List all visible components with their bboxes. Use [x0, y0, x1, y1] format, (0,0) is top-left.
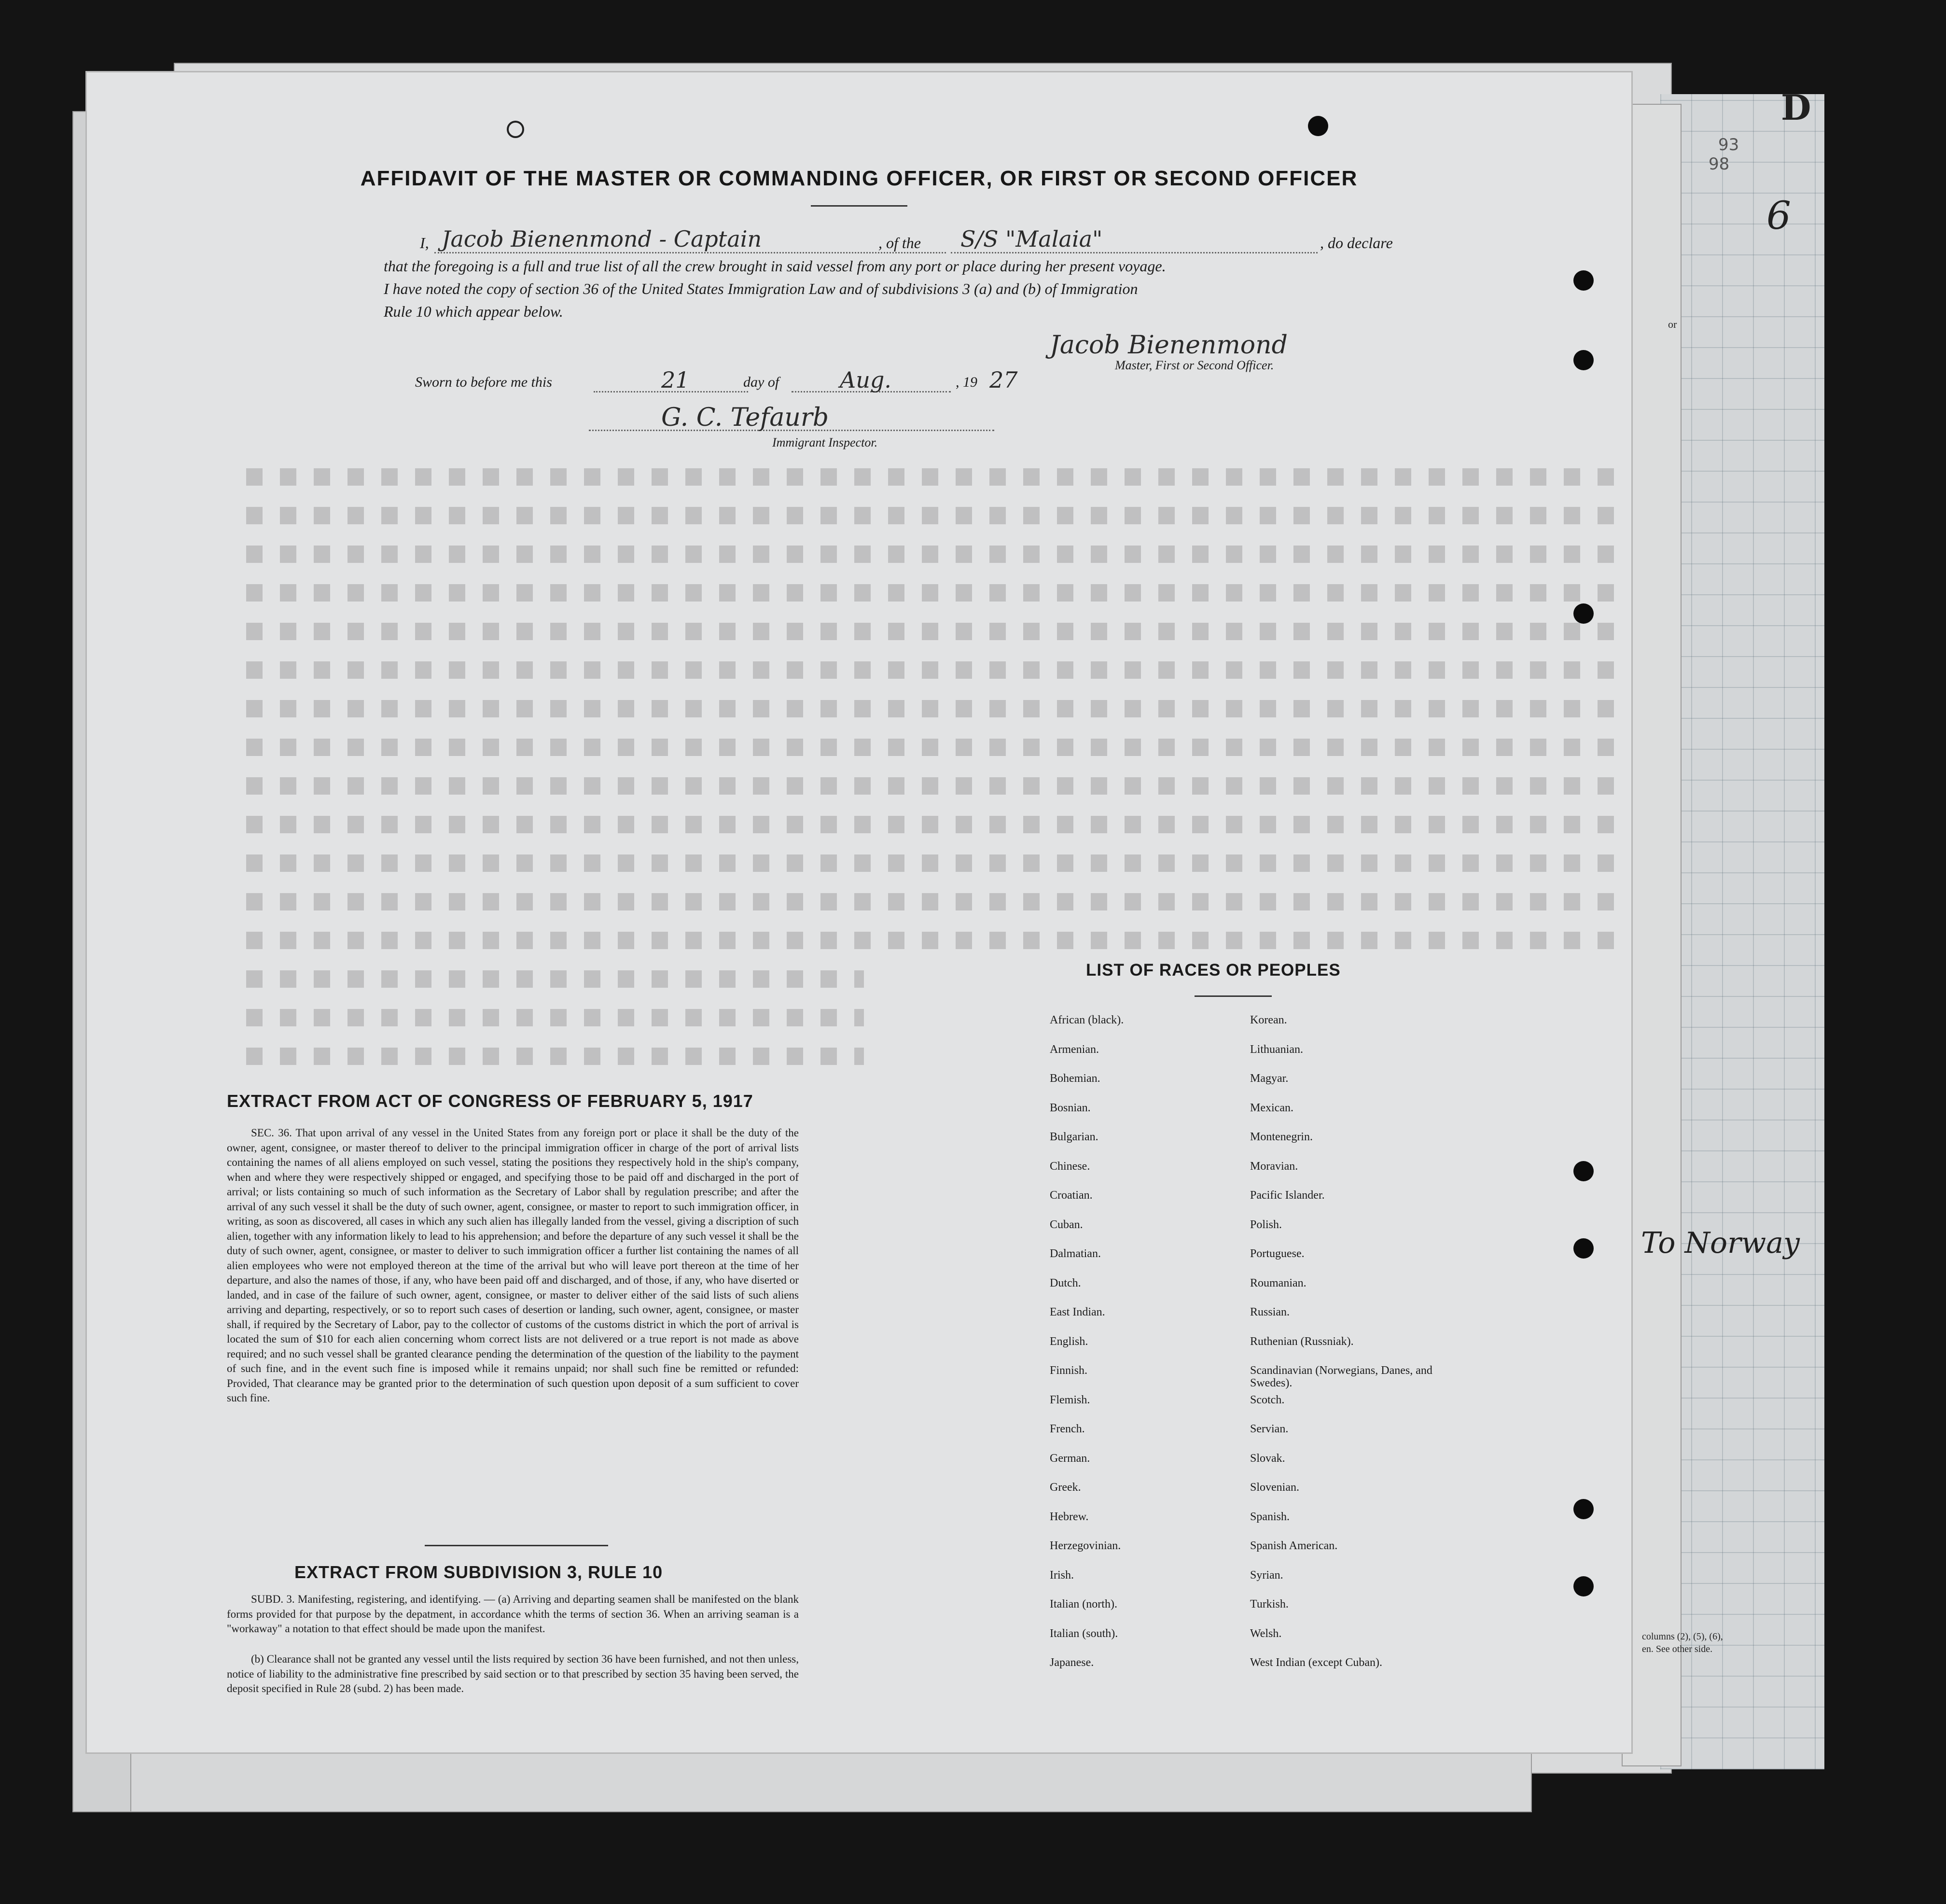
rule-extract-title: EXTRACT FROM SUBDIVISION 3, RULE 10: [294, 1562, 663, 1582]
race-item: Magyar.: [1250, 1072, 1289, 1085]
race-item: Irish.: [1050, 1568, 1074, 1582]
rule-extract-para-b: (b) Clearance shall not be granted any vessel until the lists required by section 36 have been furnished, and not then unless, notice of liability to the administrative fine prescribed by said section or to that prescribed by section 35 having been served, the deposit specified in Rule 28 (subd. 2) has been made.: [227, 1653, 799, 1694]
corner-mark: D: [1781, 87, 1811, 128]
pencil-number-top: 93: [1718, 135, 1739, 154]
bleed-through-row: [246, 932, 1622, 949]
affidavit-title: AFFIDAVIT OF THE MASTER OR COMMANDING OFFICER, OR FIRST OR SECOND OFFICER: [360, 167, 1358, 190]
race-item: Croatian.: [1050, 1189, 1093, 1202]
race-item: Pacific Islander.: [1250, 1189, 1325, 1202]
sworn-prefix: Sworn to before me this: [415, 374, 552, 390]
race-item: Portuguese.: [1250, 1247, 1305, 1260]
race-item: East Indian.: [1050, 1306, 1105, 1318]
race-item: Bohemian.: [1050, 1072, 1100, 1085]
right-ledger-sheet: [1660, 94, 1824, 1769]
race-item: Syrian.: [1250, 1568, 1283, 1582]
race-item: African (black).: [1050, 1014, 1124, 1026]
bleed-through-row: [246, 507, 1622, 524]
race-item: Lithuanian.: [1250, 1043, 1303, 1056]
sworn-year-prefix: , 19: [956, 374, 977, 390]
race-item: Chinese.: [1050, 1160, 1090, 1173]
race-item: Scotch.: [1250, 1393, 1285, 1406]
bleed-through-row: [246, 584, 1622, 602]
race-item: Dutch.: [1050, 1276, 1081, 1289]
race-item: Korean.: [1250, 1014, 1287, 1026]
act-extract-text: SEC. 36. That upon arrival of any vessel in the United States from any foreign port or place it shall be the duty of the owner, agent, consignee, or master thereof to deliver to the principal immigration officer in charge of the port of arrival lists containing the names of all aliens employed on such vessel, stating the positions they respectively hold in the ship's company, when and where they were respectively shipped or engaged, and specifying those to be paid off and discharged in the port of arrival; or lists containing so much of such information as the Secretary of Labor shall by regulation prescribe; and after the arrival of any such vessel it shall be the duty of such owner, agent, consignee, or master to report to such immigration officer, in writing, as soon as discovered, all cases in which any such alien has illegally landed from the vessel, giving a discription of such alien, together with any information likely to lead to his apprehension; and before the departure of any such vessel it shall be the duty of such owner, agent, consignee, or master to deliver to such immigration officer a further list containing the names of all alien employees who were not employed thereon at the time of the arrival but who will leave port thereon at the time of her departure, and also the names of those, if any, who have been paid off and discharged, and of those, if any, who have diserted or landed, and in case of the failure of such owner, agent, consignee, or master to deliver either of the said lists of such aliens arriving and departing, respectively, or so to report such cases of desertion or landing, such owner, agent, consignee, or master shall, if required by the Secretary of Labor, pay to the collector of customs of the customs district in which the port of arrival is located the sum of $10 for each alien concerning whom correct lists are not delivered or a true report is not made as above required; and no such vessel shall be granted clearance pending the determination of the question of the liability to the payment of such fine, and in the event such fine is imposed while it remains unpaid; nor shall such fine be remitted or refunded: Provided, That clearance may be granted prior to the determination of such question upon deposit of a sum sufficient to cover such fine.: [227, 1127, 799, 1404]
punch-hole: [1573, 1499, 1594, 1519]
sworn-mid: day of: [743, 374, 779, 390]
race-item: Japanese.: [1050, 1656, 1094, 1669]
race-item: Greek.: [1050, 1481, 1081, 1494]
race-item: Cuban.: [1050, 1218, 1083, 1231]
master-signature-caption: Master, First or Second Officer.: [1115, 358, 1274, 372]
race-item: Polish.: [1250, 1218, 1282, 1231]
bleed-through-row: [246, 1048, 864, 1065]
race-item: Welsh.: [1250, 1627, 1282, 1640]
race-item: Herzegovinian.: [1050, 1540, 1121, 1552]
punch-hole: [1573, 1576, 1594, 1596]
master-signature: Jacob Bienenmond: [1050, 331, 1288, 360]
pencil-six: 6: [1766, 193, 1791, 238]
act-extract-title: EXTRACT FROM ACT OF CONGRESS OF FEBRUARY 5, 1917: [227, 1091, 753, 1111]
declaration-line-4: Rule 10 which appear below.: [384, 303, 563, 320]
inspector-caption: Immigrant Inspector.: [772, 435, 878, 449]
punch-hole: [1573, 1161, 1594, 1181]
bottom-side-note-1: columns (2), (5), (6),: [1642, 1631, 1723, 1642]
declaration-line-3: I have noted the copy of section 36 of the United States Immigration Law and of subdivisions 3 (a) and (b) of Immigration: [384, 280, 1138, 297]
race-item: Scandinavian (Norwegians, Danes, and Swedes).: [1250, 1364, 1432, 1389]
side-or: or: [1668, 318, 1677, 330]
declaration-prefix: I,: [420, 234, 429, 252]
bleed-through-row: [246, 816, 1622, 833]
race-item: Spanish American.: [1250, 1540, 1338, 1552]
race-item: Russian.: [1250, 1306, 1290, 1318]
bleed-through-row: [246, 739, 1622, 756]
punch-hole-top-left: [507, 121, 524, 138]
captain-name: Jacob Bienenmond - Captain: [442, 226, 762, 252]
rule-extract-para-a: SUBD. 3. Manifesting, registering, and identifying. — (a) Arriving and departing seamen shall be manifested on the blank forms provided for that purpose by the depatment, in accordance whith the terms of section 36. When an arriving seaman is a "workaway" a notation to that effect should be made upon the manifest.: [227, 1593, 799, 1635]
race-item: German.: [1050, 1452, 1090, 1465]
to-norway-note: To Norway: [1641, 1226, 1800, 1260]
race-item: English.: [1050, 1335, 1088, 1348]
bleed-through-row: [246, 854, 1622, 872]
act-rule: [425, 1545, 608, 1546]
races-left-column: [1050, 1014, 1124, 1686]
race-item: West Indian (except Cuban).: [1250, 1656, 1382, 1669]
punch-hole: [1573, 270, 1594, 291]
inspector-signature: G. C. Tefaurb: [661, 403, 829, 432]
race-item: Italian (south).: [1050, 1627, 1118, 1640]
race-item: Hebrew.: [1050, 1510, 1089, 1523]
pencil-number: 98: [1709, 154, 1730, 174]
race-item: Finnish.: [1050, 1364, 1088, 1377]
bleed-through-row: [246, 468, 1622, 486]
race-item: Bosnian.: [1050, 1101, 1091, 1114]
bleed-through-row: [246, 893, 1622, 910]
declaration-line-2: that the foregoing is a full and true list of all the crew brought in said vessel from any port or place during her present voyage.: [384, 257, 1166, 275]
bleed-through-row: [246, 970, 864, 988]
sworn-month: Aug.: [840, 367, 891, 393]
race-item: Montenegrin.: [1250, 1131, 1313, 1143]
vessel-blank: [951, 252, 1318, 253]
race-item: Flemish.: [1050, 1393, 1090, 1406]
punch-hole: [1573, 350, 1594, 370]
bleed-through-row: [246, 1009, 864, 1026]
sworn-year: 27: [989, 367, 1018, 393]
bleed-through-row: [246, 777, 1622, 795]
races-title: LIST OF RACES OR PEOPLES: [1086, 961, 1341, 980]
punch-hole-top-right: [1308, 116, 1328, 136]
affidavit-sheet: [87, 72, 1631, 1752]
declaration-middle: , of the: [878, 234, 921, 252]
declaration-suffix: , do declare: [1320, 234, 1393, 252]
race-item: Mexican.: [1250, 1101, 1293, 1114]
bleed-through-row: [246, 546, 1622, 563]
sworn-day: 21: [661, 367, 690, 393]
race-item: Slovenian.: [1250, 1481, 1299, 1494]
race-item: Moravian.: [1250, 1160, 1298, 1173]
bottom-side-note-2: en. See other side.: [1642, 1644, 1713, 1654]
races-right-column: [1250, 1014, 1433, 1686]
race-item: Armenian.: [1050, 1043, 1099, 1056]
title-rule: [811, 205, 907, 207]
race-item: Turkish.: [1250, 1598, 1289, 1610]
race-item: Dalmatian.: [1050, 1247, 1101, 1260]
race-item: Slovak.: [1250, 1452, 1285, 1465]
race-item: Ruthenian (Russniak).: [1250, 1335, 1354, 1348]
punch-hole: [1573, 1238, 1594, 1259]
race-item: Bulgarian.: [1050, 1131, 1098, 1143]
race-item: Italian (north).: [1050, 1598, 1117, 1610]
races-rule: [1195, 995, 1272, 997]
bleed-through-row: [246, 700, 1622, 717]
name-blank: [434, 252, 946, 253]
bleed-through-row: [246, 623, 1622, 640]
race-item: French.: [1050, 1423, 1085, 1435]
race-item: Servian.: [1250, 1423, 1289, 1435]
punch-hole: [1573, 603, 1594, 624]
race-item: Spanish.: [1250, 1510, 1290, 1523]
race-item: Roumanian.: [1250, 1276, 1307, 1289]
bleed-through-row: [246, 661, 1622, 679]
vessel-name: S/S "Malaia": [960, 226, 1103, 252]
